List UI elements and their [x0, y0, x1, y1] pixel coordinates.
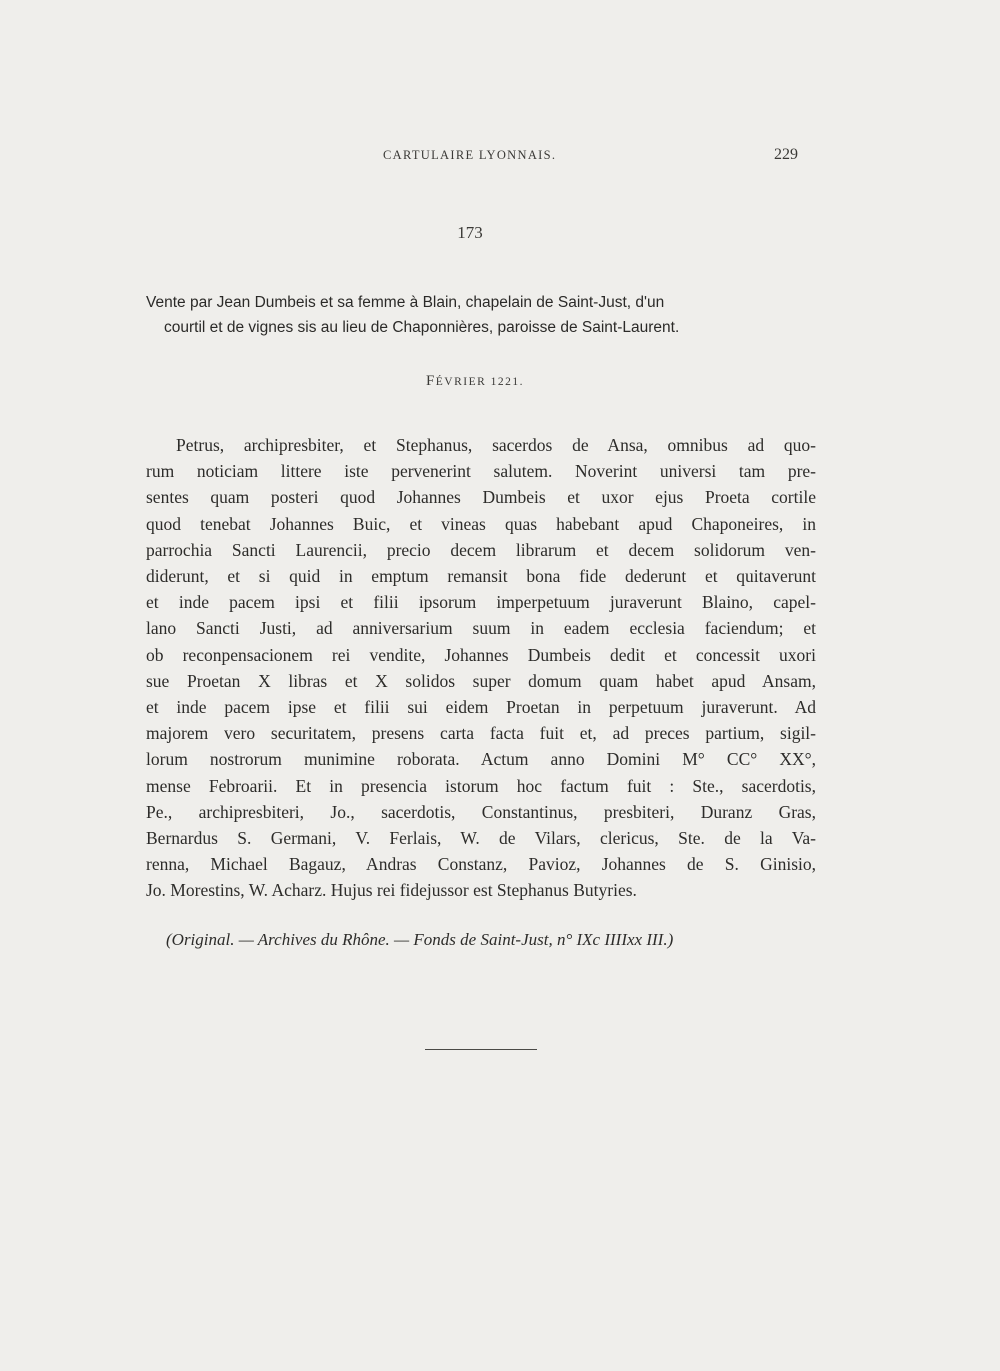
text-line: sentes quam posteri quod Johannes Dumbeis et uxor ejus Proeta cortile [146, 487, 816, 508]
running-title: CARTULAIRE LYONNAIS. [383, 148, 557, 162]
page-number: 229 [774, 146, 798, 163]
charter-number: 173 [457, 223, 483, 242]
text-line: Bernardus S. Germani, V. Ferlais, W. de Vilars, clericus, Ste. de la Va- [146, 828, 816, 849]
date-initial: F [425, 373, 436, 389]
text-line: quod tenebat Johannes Buic, et vineas quas habebant apud Chaponeires, in [146, 513, 816, 534]
text-line: renna, Michael Bagauz, Andras Constanz, Pavioz, Johannes de S. Ginisio, [146, 854, 816, 875]
source-note: (Original. — Archives du Rhône. — Fonds de Saint-Just, n° IXc IIIIxx III.) [166, 930, 674, 949]
text-line: lorum nostrorum munimine roborata. Actum anno Domini M° CC° XX°, [146, 749, 816, 770]
date-rest: ÉVRIER 1221. [435, 376, 525, 388]
text-line: mense Febroarii. Et in presencia istorum hoc factum fuit : Ste., sacerdotis, [146, 775, 816, 796]
text-line: majorem vero securitatem, presens carta facta fuit et, ad preces partium, sigil- [146, 723, 816, 744]
text-line: Petrus, archipresbiter, et Stephanus, sacerdos de Ansa, omnibus ad quo- [176, 435, 816, 455]
charter-text [146, 432, 816, 904]
text-line: sue Proetan X libras et X solidos super domum quam habet apud Ansam, [146, 670, 816, 691]
summary-line: courtil et de vignes sis au lieu de Chaponnières, paroisse de Saint-Laurent. [164, 319, 680, 336]
text-line: et inde pacem ipse et filii sui eidem Proetan in perpetuum juraverunt. Ad [146, 697, 816, 718]
text-line: et inde pacem ipsi et filii ipsorum imperpetuum juraverunt Blaino, capel- [146, 592, 816, 613]
summary-line: Vente par Jean Dumbeis et sa femme à Blain, chapelain de Saint-Just, d'un [146, 294, 665, 311]
section-divider [425, 1049, 537, 1050]
charter-summary [140, 290, 820, 340]
charter-date [0, 373, 950, 390]
text-line: rum noticiam littere iste pervenerint salutem. Noverint universi tam pre- [146, 461, 816, 482]
text-line: Pe., archipresbiteri, Jo., sacerdotis, Constantinus, presbiteri, Duranz Gras, [146, 801, 816, 822]
text-line: parrochia Sancti Laurencii, precio decem librarum et decem solidorum ven- [146, 539, 816, 560]
text-line: ob reconpensacionem rei vendite, Johannes Dumbeis dedit et concessit uxori [146, 644, 816, 665]
text-line: lano Sancti Justi, ad anniversarium suum in eadem ecclesia faciendum; et [146, 618, 816, 639]
text-line: diderunt, et si quid in emptum remansit bona fide dederunt et quitaverunt [146, 566, 816, 587]
text-line: Jo. Morestins, W. Acharz. Hujus rei fidejussor est Stephanus Butyries. [146, 880, 637, 901]
